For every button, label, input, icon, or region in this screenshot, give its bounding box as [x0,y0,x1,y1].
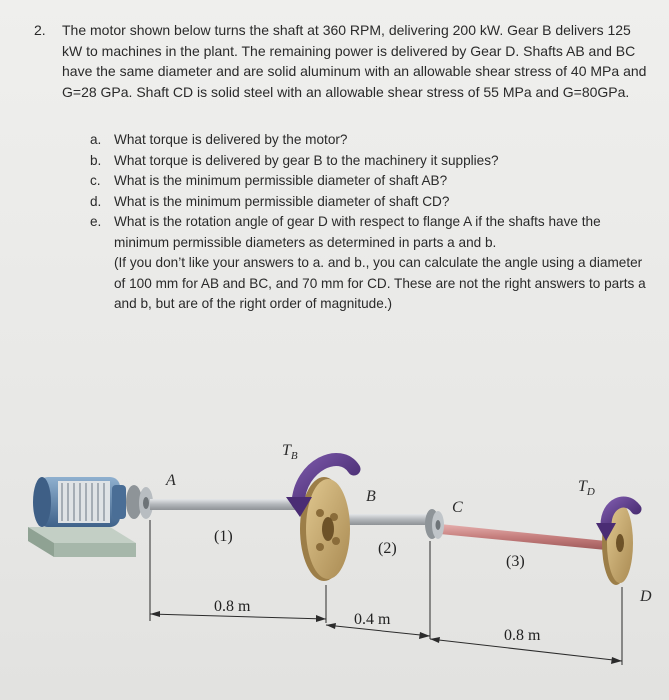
motor [33,477,126,527]
dimension-0.8m-cd: 0.8 m [504,627,541,644]
flange-c [425,509,444,539]
shaft-cd [440,524,606,550]
label-d: D [640,588,652,605]
problem-number: 2. [34,22,46,38]
motor-base [28,527,136,557]
part-label: e. [90,214,102,229]
part-e [90,212,650,315]
problem-statement [34,20,654,102]
flange-a [126,485,153,519]
part-text: What torque is delivered by gear B to the machinery it supplies? [114,152,499,168]
problem-text: The motor shown below turns the shaft at 360 RPM, delivering 200 kW. Gear B delivers 125 kW to machines in the plant. The remaining power is delivered by Gear D. Shafts AB and BC have the same diameter and are solid aluminum with an allowable shear stress of 40 MPa and G=28 GPa. Shaft CD is solid steel with an allowable shear stress of 55 MPa and G=80GPa. [62,22,647,100]
label-a: A [166,472,176,489]
part-e-body [114,212,650,315]
label-c: C [452,499,463,516]
part-a [90,130,650,151]
question-parts [90,130,650,315]
dimension-0.4m-bc: 0.4 m [354,611,391,628]
part-b [90,151,650,172]
label-tb: $T_B$ [282,442,298,462]
segment-1-label: (1) [214,528,233,545]
shaft-bc [340,514,430,525]
segment-3-label: (3) [506,553,525,570]
part-c [90,171,650,192]
label-b: B [366,488,376,505]
part-label: b. [90,152,102,168]
dimension-0.8m-ab: 0.8 m [214,598,251,615]
shaft-ab [150,499,306,510]
gear-b [300,477,350,581]
part-text: What is the rotation angle of gear D with respect to flange A if the shafts have the minimum permissible diameters as determined in parts a and b. [114,214,601,250]
part-label: a. [90,132,102,147]
part-text: What torque is delivered by the motor? [114,132,348,147]
part-e-note: (If you don’t like your answers to a. and b., you can calculate the angle using a diameter of 100 mm for AB and BC, and 70 mm for CD. These are not the right answers to parts a and b, but are of the right order of magnitude.) [114,255,646,311]
shaft-diagram [0,425,669,700]
part-text: What is the minimum permissible diameter of shaft CD? [114,193,450,209]
part-text: What is the minimum permissible diameter of shaft AB? [114,173,448,188]
label-td: $T_D$ [578,478,595,498]
part-label: c. [90,173,101,188]
part-label: d. [90,193,102,209]
part-d [90,192,650,213]
segment-2-label: (2) [378,540,397,557]
